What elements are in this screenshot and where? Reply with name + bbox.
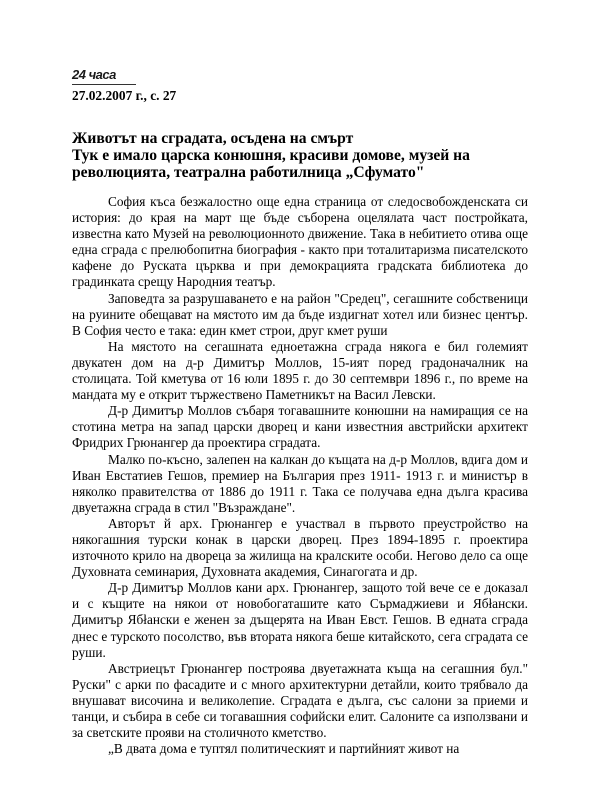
article-subtitle-line-1: Тук е имало царска конюшня, красиви домове, музей на (72, 147, 470, 164)
paragraph: На мястото на сегашната едноетажна сграда някога е бил големият двукатен дом на д-р Димитър Моллов, 15-ият поред градоначалник на столицата. Той кметува от 16 юли 1895 г. до 30 септември 1896 г., по време на мандата му е открит тържествено Паметникът на Васил Левски. (72, 338, 528, 403)
paragraph: Австриецът Грюнангер построява двуетажната къща на сегашния бул." Руски" с арки по фасадите и с много архитектурни детайли, които трябвало да внушават височина и великолепие. Сградата е дълга, със салони за приеми и танци, и събира в себе си тогавашния софийски елит. Салоните са използвани и за светските прояви на столичното кметство. (72, 660, 528, 741)
publication-dateline: 27.02.2007 г., с. 27 (72, 88, 177, 103)
article-title: Животът на сградата, осъдена на смърт (72, 130, 354, 147)
paragraph: „В двата дома е туптял политическият и партийният живот на (108, 741, 460, 757)
paragraph: Авторът й арх. Грюнангер е участвал в първото преустройство на някогашния турски конак в царски дворец. През 1894-1895 г. проектира източното крило на двореца за жилища на кралските особи. Негово дело са още Духовната семинария, Духовната академия, Синагогата и др. (72, 515, 528, 580)
article-body (72, 194, 528, 757)
paragraph: Малко по-късно, залепен на калкан до къщата на д-р Моллов, вдига дом и Иван Евстатиев Гешов, премиер на България през 1911- 1913 г. и министър в няколко правителства от 1886 до 1911 г. Така се получава една дълга красива двуетажна сграда в стил "Възраждане". (72, 451, 528, 515)
paragraph: Заповедта за разрушаването е на район "Средец", сегашните собственици на руините обещават на мястото им да бъде издигнат хотел или бизнес център. В София често е така: един кмет строи, друг кмет руши (72, 290, 528, 338)
newspaper-logo: 24 часа (72, 66, 136, 85)
paragraph: Д-р Димитър Моллов кани арх. Грюнангер, защото той вече се е доказал и с къщите на някои от новобогаташите като Сърмаджиеви и Ябłански. Димитър Ябłански е женен за дъщерята на Иван Евст. Гешов. В едната сграда днес е турското посолство, във втората някога беше китайското, сега сградата се руши. (72, 580, 528, 660)
paragraph: София къса безжалостно още една страница от следосвобожденската си история: до края на март ще бъде съборена оцелялата част постройката, известна като Музей на революционното движение. Така в небитието отива още една сграда с прелюбопитна биография - както при тоталитаризма писателското кафене до Руската църква и при демокрацията градската библиотека до градинката срещу Народния театър. (72, 194, 528, 290)
article-subtitle-line-2: революцията, театрална работилница „Сфумато" (72, 164, 425, 181)
paragraph: Д-р Димитър Моллов събаря тогавашните конюшни на намиращия се на стотина метра на запад царски дворец и кани известния австрийски архитект Фридрих Грюнангер да проектира сградата. (72, 403, 528, 451)
article-headline (72, 130, 542, 181)
